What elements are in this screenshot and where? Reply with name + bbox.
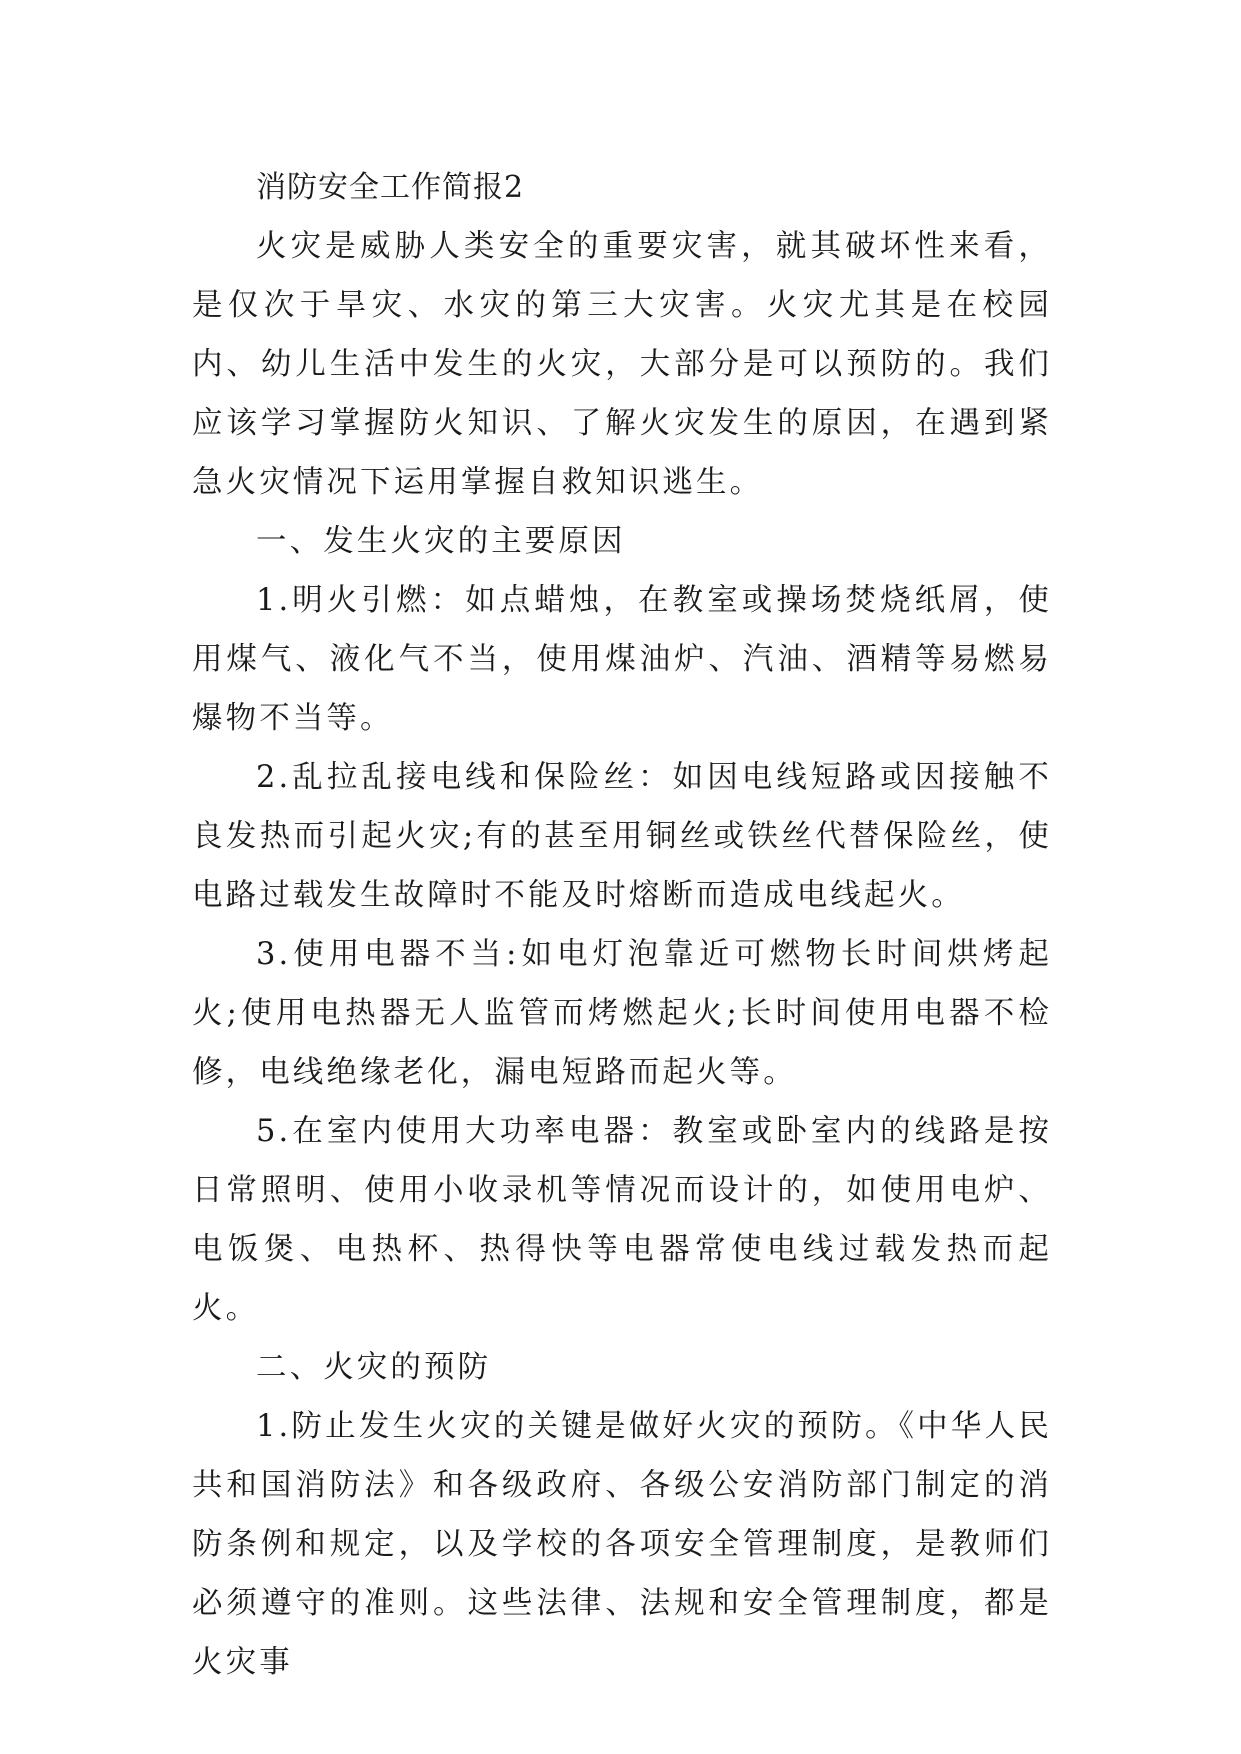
prevention-item-1: 1.防止发生火灾的关键是做好火灾的预防。《中华人民共和国消防法》和各级政府、各级公安消防部门制定的消防条例和规定，以及学校的各项安全管理制度，是教师们必须遵守的准则。这些法律、法规和安全管理制度，都是火灾事 — [192, 1409, 1052, 1680]
section-heading-causes: 一、发生火灾的主要原因 — [256, 524, 626, 559]
cause-item-appliance-misuse: 3.使用电器不当:如电灯泡靠近可燃物长时间烘烤起火;使用电热器无人监管而烤燃起火;长时间使用电器不检修，电线绝缘老化，漏电短路而起火等。 — [192, 937, 1052, 1090]
cause-item-high-power: 5.在室内使用大功率电器：教室或卧室内的线路是按日常照明、使用小收录机等情况而设计的，如使用电炉、电饭煲、电热杯、热得快等电器常使电线过载发热而起火。 — [192, 1114, 1052, 1326]
document-page — [192, 158, 1052, 1692]
section-heading-prevention: 二、火灾的预防 — [256, 1350, 492, 1385]
cause-item-wiring: 2.乱拉乱接电线和保险丝：如因电线短路或因接触不良发热而引起火灾;有的甚至用铜丝或铁丝代替保险丝，使电路过载发生故障时不能及时熔断而造成电线起火。 — [192, 760, 1052, 913]
document-title: 消防安全工作简报2 — [256, 170, 525, 205]
intro-paragraph: 火灾是威胁人类安全的重要灾害，就其破坏性来看，是仅次于旱灾、水灾的第三大灾害。火灾尤其是在校园内、幼儿生活中发生的火灾，大部分是可以预防的。我们应该学习掌握防火知识、了解火灾发生的原因，在遇到紧急火灾情况下运用掌握自救知识逃生。 — [192, 229, 1052, 500]
cause-item-open-flame: 1.明火引燃：如点蜡烛，在教室或操场焚烧纸屑，使用煤气、液化气不当，使用煤油炉、汽油、酒精等易燃易爆物不当等。 — [192, 583, 1052, 736]
